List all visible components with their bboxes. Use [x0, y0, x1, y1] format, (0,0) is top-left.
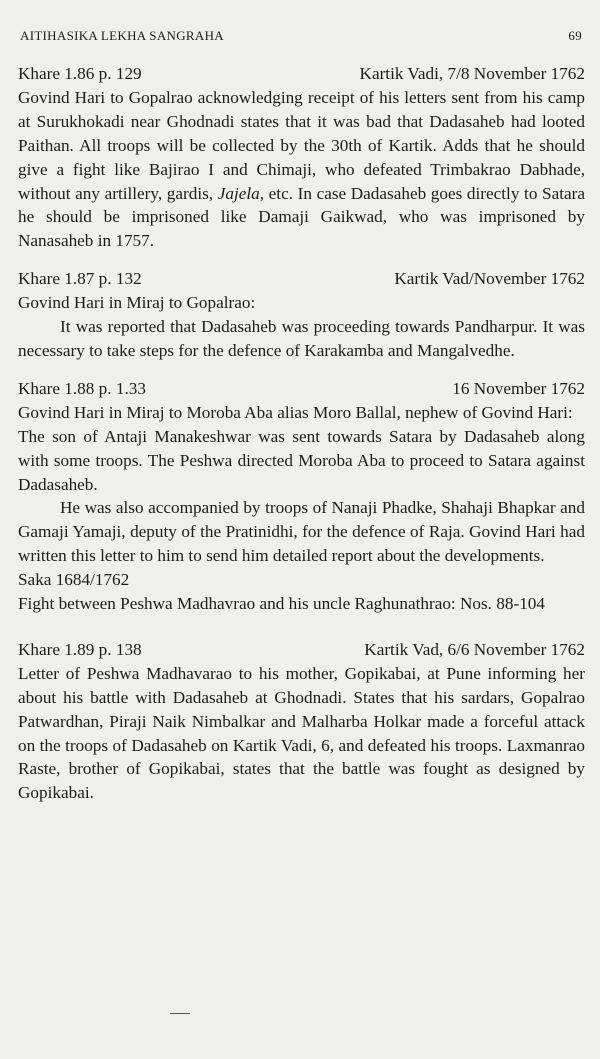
entry-reference-line: [18, 62, 585, 86]
entry-addressee: Govind Hari in Miraj to Gopalrao:: [18, 293, 256, 313]
entry-paragraph: He was also accompanied by troops of Nanaji Phadke, Shahaji Bhapkar and Gamaji Yamaji, deputy of the Pratinidhi, for the defence of Raja. Govind Hari had written this letter to him to send him detailed report about the developments.: [18, 498, 585, 566]
section-note: Fight between Peshwa Madhavrao and his uncle Raghunathrao: Nos. 88-104: [18, 594, 545, 614]
entry-2: [18, 267, 585, 363]
page-number: 69: [568, 28, 582, 43]
entry-text: , etc. In case Dadasaheb goes directly to Satara he should be imprisoned like Damaji Gaikwad, who was imprisoned by Nanasaheb in 1757.: [18, 183, 585, 251]
entry-paragraph: It was reported that Dadasaheb was proceeding towards Pandharpur. It was necessary to take steps for the defence of Karakamba and Mangalvedhe.: [18, 317, 585, 360]
page-body: [18, 62, 585, 805]
running-title: AITIHASIKA LEKHA SANGRAHA: [20, 28, 224, 43]
entry-date: Kartik Vadi, 7/8 November 1762: [359, 64, 585, 83]
entry-3: [18, 377, 585, 616]
entry-reference-line: [18, 267, 585, 291]
entry-date: Kartik Vad/November 1762: [394, 269, 585, 289]
entry-italic-term: Jajela: [217, 183, 260, 203]
entry-reference-line: [18, 377, 585, 401]
entry-text: Govind Hari to Gopalrao acknowledging receipt of his letters sent from his camp at Surukhokadi near Ghodnadi states that it was bad that Dadasaheb had looted Paithan. All troops will be collected by the 30th of Kartik. Adds that he should give a fight like Bajirao I and Chimaji, who defeated Trimbakrao Dabhade, without any artillery, gardis,: [18, 87, 585, 203]
entry-1: [18, 62, 585, 253]
entry-4: [18, 638, 585, 805]
entry-date: 16 November 1762: [452, 378, 585, 398]
entry-reference-line: [18, 638, 585, 662]
page-header: [20, 28, 582, 48]
entry-ref: Khare 1.87 p. 132: [18, 269, 142, 289]
entry-paragraph: Letter of Peshwa Madhavarao to his mother, Gopikabai, at Pune informing her about his battle with Dadasaheb at Ghodnadi. States that his sardars, Gopalrao Patwardhan, Piraji Naik Nimbalkar and Malharba Holkar made a forceful attack on the troops of Dadasaheb on Kartik Vadi, 6, and defeated his troops. Laxmanrao Raste, brother of Gopikabai, states that the battle was fought as designed by Gopikabai.: [18, 663, 585, 803]
entry-ref: Khare 1.89 p. 138: [18, 639, 142, 659]
saka-line: Saka 1684/1762: [18, 570, 130, 590]
entry-addressee: Govind Hari in Miraj to Moroba Aba alias Moro Ballal, nephew of Govind Hari:: [18, 402, 573, 422]
entry-paragraph: [18, 86, 585, 253]
entry-ref: Khare 1.88 p. 1.33: [18, 378, 146, 398]
entry-date: Kartik Vad, 6/6 November 1762: [364, 639, 585, 659]
entry-paragraph: The son of Antaji Manakeshwar was sent towards Satara by Dadasaheb along with some troops. The Peshwa directed Moroba Aba to proceed to Satara against Dadasaheb.: [18, 426, 585, 494]
entry-ref: Khare 1.86 p. 129: [18, 64, 142, 83]
footer-rule: [170, 1013, 190, 1014]
